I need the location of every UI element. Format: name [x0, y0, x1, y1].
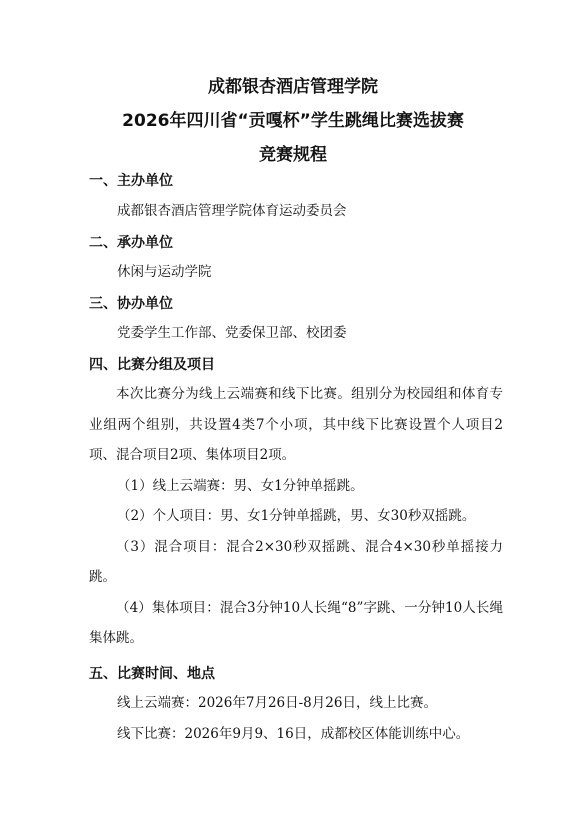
host-text: 休闲与运动学院	[117, 264, 212, 280]
title-rules: 竞赛规程	[259, 145, 327, 165]
section-host-body	[117, 257, 517, 288]
document-title	[0, 70, 586, 172]
co-organizer-text: 党委学生工作部、党委保卫部、校团委	[117, 325, 347, 341]
online-time-text: 线上云端赛：2026年7月26日-8月26日，线上比赛。	[117, 695, 437, 711]
title-institution: 成都银杏酒店管理学院	[208, 77, 378, 97]
offline-time-text: 线下比赛：2026年9月9、16日，成都校区体能训练中心。	[117, 725, 470, 742]
section-groups-events-body	[89, 379, 503, 654]
heading-time-location: 五、比赛时间、地点	[89, 666, 215, 682]
event-item-team: （4）集体项目：混合3分钟10人长绳“8”字跳、一分钟10人长绳集体跳。	[89, 599, 503, 646]
section-organizer-body	[117, 196, 517, 227]
title-event: 2026年四川省“贡嘎杯”学生跳绳比赛选拔赛	[122, 111, 464, 131]
event-item-online: （1）线上云端赛：男、女1分钟单摇跳。	[117, 477, 364, 494]
event-item-mixed: （3）混合项目：混合2×30秒双摇跳、混合4×30秒单摇接力跳。	[89, 538, 503, 585]
heading-host: 二、承办单位	[89, 235, 173, 251]
section-time-location-body	[117, 688, 537, 749]
groups-intro-paragraph: 本次比赛分为线上云端赛和线下比赛。组别分为校园组和体育专业组两个组别，共设置4类7个小项，其中线下比赛设置个人项目2项、混合项目2项、集体项目2项。	[89, 386, 503, 463]
heading-organizer: 一、主办单位	[89, 173, 173, 189]
section-co-organizer-body	[117, 318, 517, 349]
heading-groups-events: 四、比赛分组及项目	[89, 357, 215, 373]
event-item-individual: （2）个人项目：男、女1分钟单摇跳，男、女30秒双摇跳。	[117, 508, 476, 524]
heading-co-organizer: 三、协办单位	[89, 296, 173, 312]
organizer-text: 成都银杏酒店管理学院体育运动委员会	[117, 203, 347, 219]
